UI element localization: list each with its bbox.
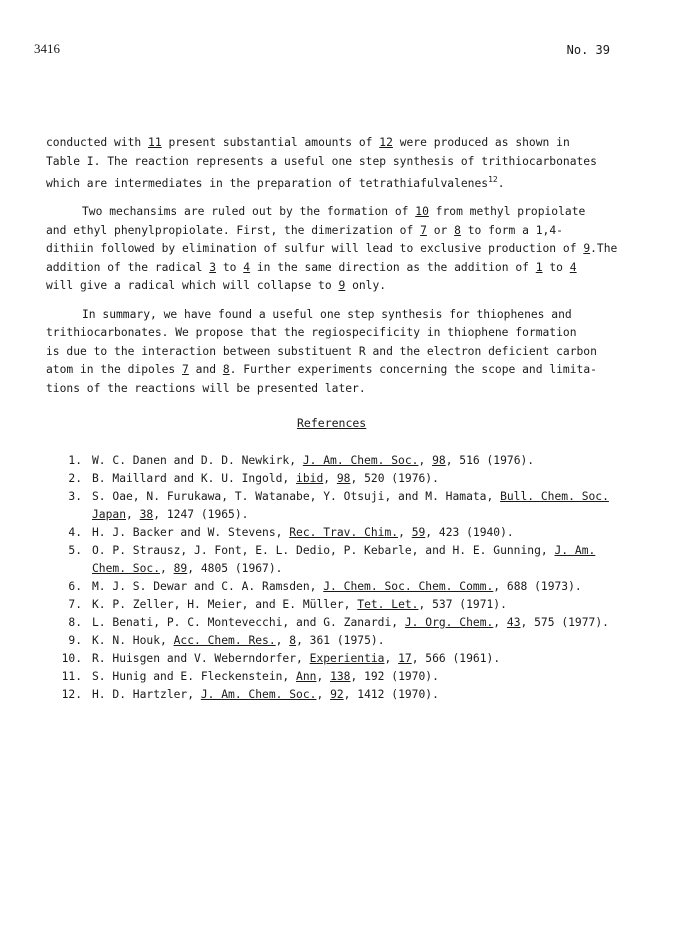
text-line: B. Maillard and K. U. Ingold, ibid, 98, 520 (1976). bbox=[92, 472, 439, 485]
reference-item bbox=[46, 650, 646, 668]
reference-item bbox=[46, 596, 646, 614]
reference-item bbox=[46, 542, 646, 578]
references-list bbox=[46, 452, 646, 704]
underlined-text: 92 bbox=[330, 688, 344, 701]
superscript-citation: 12 bbox=[488, 175, 498, 184]
reference-text bbox=[92, 668, 646, 686]
underlined-text: J. Org. Chem. bbox=[404, 616, 494, 629]
text-line: L. Benati, P. C. Montevecchi, and G. Zanardi, J. Org. Chem., 43, 575 (1977). bbox=[92, 616, 609, 629]
references-heading: References bbox=[297, 416, 367, 430]
reference-text bbox=[92, 596, 646, 614]
reference-text bbox=[92, 632, 646, 650]
underlined-text: J. Chem. Soc. Chem. Comm. bbox=[323, 580, 494, 593]
reference-number: 6. bbox=[68, 580, 82, 593]
text-line: In summary, we have found a useful one step synthesis for thiophenes and bbox=[82, 307, 572, 321]
text-line: K. N. Houk, Acc. Chem. Res., 8, 361 (1975). bbox=[92, 634, 385, 647]
reference-item bbox=[46, 524, 646, 542]
reference-item bbox=[46, 470, 646, 488]
underlined-text: J. Am. bbox=[554, 544, 596, 557]
underlined-text: 8 bbox=[222, 363, 230, 377]
reference-number: 1. bbox=[68, 454, 82, 467]
underlined-text: 9 bbox=[338, 279, 346, 293]
reference-number: 7. bbox=[68, 598, 82, 611]
underlined-text: 12 bbox=[379, 136, 393, 149]
reference-number: 5. bbox=[68, 544, 82, 557]
reference-item bbox=[46, 668, 646, 686]
reference-text bbox=[92, 542, 646, 578]
underlined-text: ibid bbox=[296, 472, 324, 485]
underlined-text: 7 bbox=[420, 223, 427, 237]
underlined-text: 138 bbox=[330, 670, 351, 683]
paragraph bbox=[46, 306, 646, 399]
underlined-text: J. Am. Chem. Soc. bbox=[200, 688, 317, 701]
text-line: H. J. Backer and W. Stevens, Rec. Trav. Chim., 59, 423 (1940). bbox=[92, 526, 514, 539]
underlined-text: J. Am. Chem. Soc. bbox=[302, 454, 419, 467]
page-number: 3416 bbox=[34, 41, 60, 56]
underlined-text: 10 bbox=[415, 205, 429, 219]
underlined-text: Chem. Soc. bbox=[92, 562, 161, 575]
reference-item bbox=[46, 686, 646, 704]
reference-number: 3. bbox=[68, 490, 82, 503]
underlined-text: 7 bbox=[182, 363, 189, 377]
underlined-text: Bull. Chem. Soc. bbox=[500, 490, 609, 503]
reference-item bbox=[46, 452, 646, 470]
underlined-text: 11 bbox=[148, 136, 162, 149]
text-line: W. C. Danen and D. D. Newkirk, J. Am. Chem. Soc., 98, 516 (1976). bbox=[92, 454, 535, 467]
reference-number: 8. bbox=[68, 616, 82, 629]
underlined-text: 98 bbox=[336, 472, 351, 485]
underlined-text: 98 bbox=[432, 454, 446, 467]
text-line: tions of the reactions will be presented later. bbox=[46, 381, 366, 395]
paragraph bbox=[46, 134, 646, 193]
underlined-text: 3 bbox=[209, 260, 217, 274]
reference-text bbox=[92, 614, 646, 632]
reference-item bbox=[46, 488, 646, 524]
text-line: O. P. Strausz, J. Font, E. L. Dedio, P. Kebarle, and H. E. Gunning, J. Am. bbox=[92, 544, 596, 557]
reference-number: 11. bbox=[61, 670, 82, 683]
underlined-text: 8 bbox=[289, 634, 297, 647]
underlined-text: 89 bbox=[173, 562, 188, 575]
reference-number: 2. bbox=[68, 472, 82, 485]
text-line: M. J. S. Dewar and C. A. Ramsden, J. Chem. Soc. Chem. Comm., 688 (1973). bbox=[92, 580, 582, 593]
underlined-text: 17 bbox=[398, 652, 412, 665]
reference-number: 10. bbox=[61, 652, 82, 665]
body-text bbox=[46, 134, 646, 408]
text-line: S. Oae, N. Furukawa, T. Watanabe, Y. Otsuji, and M. Hamata, Bull. Chem. Soc. bbox=[92, 490, 609, 503]
text-line: and ethyl phenylpropiolate. First, the dimerization of 7 or 8 to form a 1,4- bbox=[46, 223, 563, 237]
underlined-text: Tet. Let. bbox=[357, 598, 419, 611]
reference-item bbox=[46, 632, 646, 650]
text-line: conducted with 11 present substantial amounts of 12 were produced as shown in bbox=[46, 136, 570, 149]
underlined-text: Acc. Chem. Res. bbox=[173, 634, 276, 647]
reference-number: 12. bbox=[61, 688, 82, 701]
underlined-text: 43 bbox=[506, 616, 521, 629]
reference-item bbox=[46, 614, 646, 632]
text-line: dithiin followed by elimination of sulfur will lead to exclusive production of 9.The bbox=[46, 242, 618, 256]
underlined-text: Rec. Trav. Chim. bbox=[289, 526, 399, 539]
underlined-text: 8 bbox=[454, 223, 461, 237]
text-line: Chem. Soc., 89, 4805 (1967). bbox=[92, 562, 283, 575]
text-line: H. D. Hartzler, J. Am. Chem. Soc., 92, 1412 (1970). bbox=[92, 688, 439, 701]
underlined-text: Experientia bbox=[309, 652, 385, 665]
reference-number: 9. bbox=[68, 634, 82, 647]
reference-text bbox=[92, 488, 646, 524]
underlined-text: 4 bbox=[243, 260, 251, 274]
underlined-text: Japan bbox=[92, 508, 127, 521]
issue-number: No. 39 bbox=[566, 43, 610, 57]
underlined-text: 38 bbox=[139, 508, 154, 521]
text-line: Two mechansims are ruled out by the formation of 10 from methyl propiolate bbox=[82, 205, 586, 219]
reference-text bbox=[92, 470, 646, 488]
text-line: is due to the interaction between substituent R and the electron deficient carbon bbox=[46, 344, 597, 358]
text-line: Table I. The reaction represents a useful one step synthesis of trithiocarbonates bbox=[46, 154, 597, 168]
underlined-text: 59 bbox=[411, 526, 426, 539]
text-line: trithiocarbonates. We propose that the regiospecificity in thiophene formation bbox=[46, 326, 577, 340]
reference-text bbox=[92, 578, 646, 596]
text-line: S. Hunig and E. Fleckenstein, Ann, 138, 192 (1970). bbox=[92, 670, 439, 683]
reference-text bbox=[92, 686, 646, 704]
underlined-text: 4 bbox=[569, 260, 577, 274]
text-line: addition of the radical 3 to 4 in the same direction as the addition of 1 to 4 bbox=[46, 260, 577, 274]
text-line: which are intermediates in the preparation of tetrathiafulvalenes$^{12}$. bbox=[46, 175, 505, 190]
reference-text bbox=[92, 452, 646, 470]
reference-number: 4. bbox=[68, 526, 82, 539]
underlined-text: Ann bbox=[296, 670, 317, 683]
reference-text bbox=[92, 650, 646, 668]
underlined-text: 9 bbox=[583, 242, 591, 256]
text-line: K. P. Zeller, H. Meier, and E. Müller, Tet. Let., 537 (1971). bbox=[92, 598, 507, 611]
reference-text bbox=[92, 524, 646, 542]
reference-item bbox=[46, 578, 646, 596]
text-line: R. Huisgen and V. Weberndorfer, Experientia, 17, 566 (1961). bbox=[92, 652, 501, 665]
text-line: atom in the dipoles 7 and 8. Further experiments concerning the scope and limita- bbox=[46, 363, 597, 377]
text-line: will give a radical which will collapse to 9 only. bbox=[46, 279, 387, 293]
paragraph bbox=[46, 203, 646, 296]
text-line: Japan, 38, 1247 (1965). bbox=[92, 508, 249, 521]
underlined-text: 1 bbox=[535, 260, 543, 274]
